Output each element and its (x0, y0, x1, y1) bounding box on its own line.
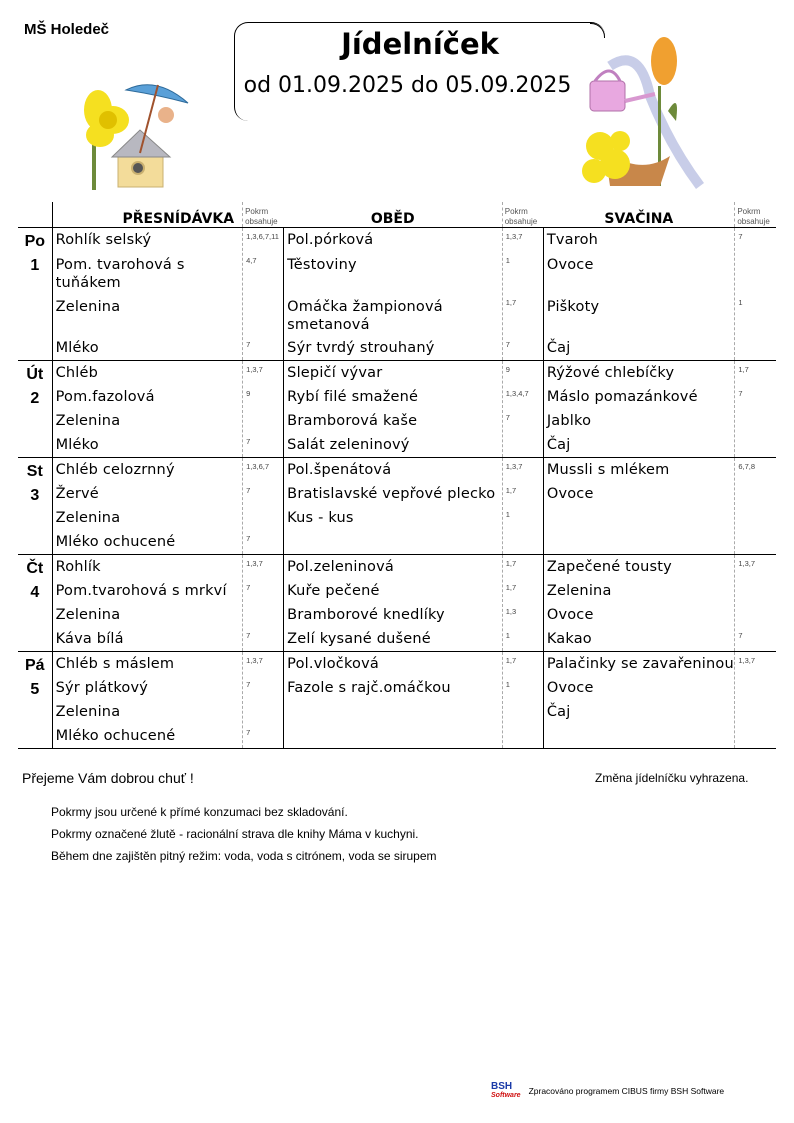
column-header-snack: SVAČINA (543, 202, 735, 228)
menu-item: Omáčka žampionová smetanová (287, 299, 443, 333)
day-abbr: Út (26, 366, 44, 383)
menu-item: Pom.fazolová (55, 389, 155, 405)
column-header-breakfast: PŘESNÍDÁVKA (52, 202, 243, 228)
menu-item: Těstoviny (287, 257, 357, 273)
lunch-cell (284, 652, 503, 749)
allergen-codes: 1,3,4,7 (505, 389, 529, 398)
credit-footer (491, 1082, 724, 1100)
menu-item (287, 530, 502, 554)
breakfast-cell (52, 361, 243, 458)
allergen-codes: 1,3,6,7,11 (246, 232, 279, 241)
allergen-codes (246, 700, 283, 724)
allergen-codes: 1 (505, 510, 510, 519)
allergen-codes: 9 (246, 389, 251, 398)
allergen-codes: 1,7 (505, 583, 517, 592)
day-number: 3 (30, 487, 40, 504)
menu-item: Bramborové knedlíky (287, 607, 445, 623)
day-abbr: Po (24, 233, 46, 250)
menu-item: Čaj (546, 437, 571, 453)
allergen-codes (506, 700, 543, 724)
allergen-codes: 7 (738, 232, 743, 241)
menu-item: Čaj (546, 704, 571, 720)
allergen-header: Pokrm obsahuje (735, 202, 776, 228)
breakfast-cell (52, 228, 243, 361)
snack-cell (543, 458, 735, 555)
allergen-header: Pokrm obsahuje (502, 202, 543, 228)
allergen-codes: 1,3,7 (738, 656, 756, 665)
menu-item: Ovoce (546, 257, 594, 273)
allergen-codes: 6,7,8 (738, 462, 756, 471)
menu-item: Pol.zeleninová (287, 559, 394, 575)
allergen-codes (246, 294, 283, 336)
menu-item: Jablko (546, 413, 592, 429)
snack-allergens-cell (735, 555, 776, 652)
menu-item: Rohlík selský (55, 232, 152, 248)
note: Pokrmy označené žlutě - racionální strava dle knihy Máma v kuchyni. (51, 827, 419, 841)
menu-item: Zelenina (55, 704, 121, 720)
snack-cell (543, 555, 735, 652)
day-label (18, 228, 52, 361)
menu-item: Pom.tvarohová s mrkví (55, 583, 227, 599)
allergen-codes: 1,3 (505, 607, 517, 616)
menu-item: Pol.špenátová (287, 462, 392, 478)
day-abbr: Čt (26, 560, 44, 577)
menu-item: Pom. tvarohová s tuňákem (55, 257, 185, 291)
menu-item: Chléb (55, 365, 99, 381)
menu-item: Zelenina (55, 510, 121, 526)
allergen-codes: 7 (505, 413, 510, 422)
snack-allergens-cell (735, 228, 776, 361)
allergen-codes: 1,7 (505, 559, 517, 568)
day-number: 5 (30, 681, 40, 698)
menu-item: Palačinky se zavařeninou (546, 656, 734, 672)
allergen-codes: 1 (505, 680, 510, 689)
menu-item: Sýr tvrdý strouhaný (287, 340, 435, 356)
snack-allergens-cell (735, 652, 776, 749)
page-title: Jídelníček (341, 27, 499, 61)
menu-item: Chléb s máslem (55, 656, 175, 672)
snack-cell (543, 652, 735, 749)
allergen-codes (738, 506, 776, 530)
allergen-codes (738, 336, 776, 360)
allergen-codes (738, 482, 776, 506)
allergen-codes (738, 676, 776, 700)
menu-item: Rýžové chlebíčky (546, 365, 675, 381)
menu-item (547, 724, 735, 748)
tulip-watering-can-icon (580, 36, 715, 196)
menu-item: Mléko (55, 437, 99, 453)
lunch-allergens-cell (502, 555, 543, 652)
breakfast-cell (52, 652, 243, 749)
allergen-codes: 1,3,7 (505, 462, 523, 471)
table-header-row (18, 202, 776, 228)
note: Pokrmy jsou určené k přímé konzumaci bez skladování. (51, 805, 348, 819)
menu-item: Zelí kysané dušené (287, 631, 431, 647)
day-label (18, 458, 52, 555)
breakfast-allergens-cell (243, 458, 284, 555)
menu-item: Žervé (55, 486, 99, 502)
day-header (18, 202, 52, 228)
lunch-cell (284, 361, 503, 458)
menu-item: Mléko ochucené (55, 534, 176, 550)
allergen-codes (246, 506, 283, 530)
lunch-allergens-cell (502, 228, 543, 361)
allergen-codes: 7 (505, 340, 510, 349)
menu-item: Kus - kus (287, 510, 354, 526)
breakfast-cell (52, 555, 243, 652)
allergen-codes (738, 409, 776, 433)
allergen-codes: 4,7 (246, 256, 257, 265)
day-abbr: St (26, 463, 43, 480)
school-name: MŠ Holedeč (24, 21, 110, 38)
allergen-codes: 1 (505, 631, 510, 640)
menu-item: Bratislavské vepřové plecko (287, 486, 496, 502)
menu-item (547, 530, 735, 554)
date-range: od 01.09.2025 do 05.09.2025 (243, 73, 572, 98)
allergen-codes: 1,3,7 (246, 656, 263, 665)
allergen-codes (246, 603, 283, 627)
lunch-allergens-cell (502, 652, 543, 749)
allergen-codes (738, 724, 776, 748)
menu-item (547, 506, 735, 530)
menu-item: Zapečené tousty (546, 559, 672, 575)
day-row (18, 361, 776, 458)
allergen-codes: 7 (246, 437, 251, 446)
allergen-codes (738, 530, 776, 554)
menu-item: Bramborová kaše (287, 413, 418, 429)
credit-text: Zpracováno programem CIBUS firmy BSH Software (528, 1086, 725, 1096)
snack-cell (543, 361, 735, 458)
allergen-codes (738, 603, 776, 627)
day-number: 1 (30, 257, 40, 274)
menu-item: Ovoce (546, 486, 594, 502)
allergen-codes: 7 (246, 728, 251, 737)
menu-item: Sýr plátkový (55, 680, 149, 696)
allergen-codes: 1,7 (505, 486, 517, 495)
day-row (18, 458, 776, 555)
allergen-codes: 1,3,7 (738, 559, 756, 568)
breakfast-allergens-cell (243, 228, 284, 361)
allergen-codes: 7 (246, 340, 251, 349)
menu-item: Salát zeleninový (287, 437, 410, 453)
allergen-codes: 7 (246, 534, 251, 543)
lunch-allergens-cell (502, 361, 543, 458)
allergen-codes: 7 (246, 631, 251, 640)
menu-item (287, 724, 502, 748)
menu-item: Zelenina (55, 413, 121, 429)
snack-allergens-cell (735, 361, 776, 458)
allergen-codes: 7 (738, 631, 743, 640)
menu-item: Fazole s rajč.omáčkou (287, 680, 451, 696)
menu-item: Tvaroh (546, 232, 599, 248)
day-row (18, 228, 776, 361)
title-box (234, 22, 605, 121)
allergen-codes: 7 (246, 680, 251, 689)
allergen-codes: 7 (738, 389, 743, 398)
day-label (18, 361, 52, 458)
menu-item: Zelenina (546, 583, 612, 599)
column-header-lunch: OBĚD (284, 202, 503, 228)
menu-item: Zelenina (55, 607, 121, 623)
menu-item: Piškoty (546, 299, 600, 315)
menu-item (287, 700, 502, 724)
menu-item: Kuře pečené (287, 583, 380, 599)
breakfast-allergens-cell (243, 652, 284, 749)
menu-item: Pol.pórková (287, 232, 374, 248)
allergen-codes: 1 (505, 256, 510, 265)
day-label (18, 555, 52, 652)
day-row (18, 652, 776, 749)
allergen-codes: 1,7 (505, 298, 517, 307)
allergen-codes (506, 433, 543, 457)
menu-item: Rybí filé smažené (287, 389, 419, 405)
menu-item: Mléko ochucené (55, 728, 176, 744)
allergen-codes (738, 700, 776, 724)
day-number: 2 (30, 390, 40, 407)
menu-item: Zelenina (55, 299, 121, 315)
menu-item: Chléb celozrnný (55, 462, 175, 478)
allergen-codes: 7 (246, 486, 251, 495)
breakfast-allergens-cell (243, 555, 284, 652)
note: Během dne zajištěn pitný režim: voda, voda s citrónem, voda se sirupem (51, 849, 437, 863)
menu-item: Slepičí vývar (287, 365, 383, 381)
allergen-header: Pokrm obsahuje (243, 202, 284, 228)
bsh-logo-icon: BSH Software (491, 1081, 521, 1099)
allergen-codes: 1,3,6,7 (246, 462, 270, 471)
menu-item: Káva bílá (55, 631, 124, 647)
day-abbr: Pá (25, 657, 45, 674)
allergen-codes: 1 (738, 298, 743, 307)
allergen-codes: 7 (246, 583, 251, 592)
allergen-codes (738, 579, 776, 603)
menu-item: Kakao (546, 631, 592, 647)
allergen-codes: 1,3,7 (505, 232, 523, 241)
allergen-codes: 1,7 (505, 656, 517, 665)
allergen-codes (738, 252, 776, 294)
menu-item: Čaj (546, 340, 571, 356)
allergen-codes: 1,7 (738, 365, 749, 374)
menu-item: Ovoce (546, 607, 594, 623)
menu-item: Mussli s mlékem (546, 462, 670, 478)
allergen-codes: 1,3,7 (246, 559, 263, 568)
allergen-codes (506, 530, 543, 554)
allergen-codes (506, 724, 543, 748)
snack-cell (543, 228, 735, 361)
daffodil-birdhouse-icon (78, 75, 198, 195)
wish-text: Přejeme Vám dobrou chuť ! (22, 770, 194, 786)
day-number: 4 (30, 584, 40, 601)
allergen-codes: 9 (505, 365, 510, 374)
breakfast-allergens-cell (243, 361, 284, 458)
menu-item: Ovoce (546, 680, 594, 696)
menu-item: Máslo pomazánkové (546, 389, 698, 405)
menu-item: Mléko (55, 340, 99, 356)
menu-item: Rohlík (55, 559, 101, 575)
snack-allergens-cell (735, 458, 776, 555)
menu-table (18, 202, 776, 749)
allergen-codes (246, 409, 283, 433)
lunch-cell (284, 458, 503, 555)
change-note: Změna jídelníčku vyhrazena. (595, 771, 749, 785)
day-label (18, 652, 52, 749)
notes (51, 801, 437, 867)
menu-item: Pol.vločková (287, 656, 379, 672)
lunch-allergens-cell (502, 458, 543, 555)
allergen-codes (738, 433, 776, 457)
lunch-cell (284, 228, 503, 361)
day-row (18, 555, 776, 652)
allergen-codes: 1,3,7 (246, 365, 263, 374)
breakfast-cell (52, 458, 243, 555)
lunch-cell (284, 555, 503, 652)
